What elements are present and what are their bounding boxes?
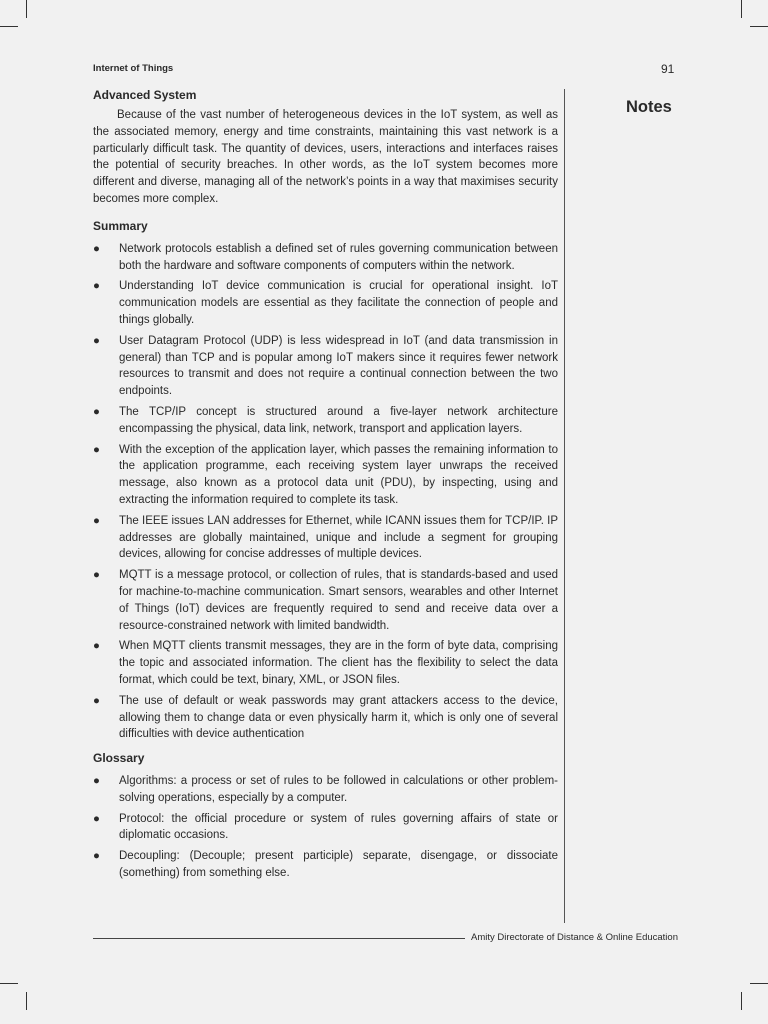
bullet-icon: ● bbox=[93, 514, 100, 527]
crop-mark bbox=[741, 0, 742, 18]
glossary-item bbox=[93, 773, 558, 807]
summary-item-text: Understanding IoT device communication is crucial for operational insight. IoT communication models are essential as they facilitate the connection of people and things globally. bbox=[119, 280, 558, 326]
glossary-item-text: Protocol: the official procedure or system of rules governing affairs of state or diplomatic occasions. bbox=[119, 812, 558, 842]
summary-item-text: User Datagram Protocol (UDP) is less widespread in IoT (and data transmission in general) than TCP and is popular among IoT makers since it requires fewer network resources to transmit and does not require a continual connection between the two endpoints. bbox=[119, 334, 558, 398]
glossary-list bbox=[93, 773, 558, 882]
summary-item-text: With the exception of the application layer, which passes the remaining information to the application programme, each receiving system layer unwraps the received message, also known as a protocol data unit (PDU), by inspecting, using and extracting the information required to complete its task. bbox=[119, 443, 558, 506]
page-content bbox=[93, 87, 558, 886]
section-heading-glossary: Glossary bbox=[93, 751, 145, 766]
crop-mark bbox=[0, 26, 18, 27]
crop-mark bbox=[750, 26, 768, 27]
running-head: Internet of Things bbox=[93, 63, 174, 74]
footer-rule bbox=[93, 938, 465, 939]
bullet-icon: ● bbox=[93, 242, 100, 255]
bullet-icon: ● bbox=[93, 694, 100, 707]
bullet-icon: ● bbox=[93, 850, 100, 863]
summary-item bbox=[93, 404, 558, 438]
summary-item-text: The TCP/IP concept is structured around a five-layer network architecture encompassing the physical, data link, network, transport and application layers. bbox=[119, 405, 558, 435]
crop-mark bbox=[26, 0, 27, 18]
summary-list bbox=[93, 241, 558, 743]
glossary-item-text: Decoupling: (Decouple; present participle) separate, disengage, or dissociate (something) from something else. bbox=[119, 850, 558, 880]
margin-divider bbox=[564, 89, 565, 923]
section-heading-summary: Summary bbox=[93, 218, 148, 233]
summary-item bbox=[93, 567, 558, 634]
crop-mark bbox=[26, 992, 27, 1010]
summary-item-text: When MQTT clients transmit messages, they are in the form of byte data, comprising the topic and associated information. The client has the flexibility to select the data format, which could be text, binary, XML, or JSON files. bbox=[119, 640, 558, 686]
bullet-icon: ● bbox=[93, 280, 100, 293]
summary-item bbox=[93, 333, 558, 400]
summary-item bbox=[93, 638, 558, 688]
summary-item-text: The use of default or weak passwords may grant attackers access to the device, allowing them to change data or even physically harm it, which is only one of several difficulties with device authentication bbox=[119, 694, 558, 741]
glossary-item bbox=[93, 848, 558, 882]
summary-item-text: The IEEE issues LAN addresses for Ethernet, while ICANN issues them for TCP/IP. IP addresses are globally maintained, unique and include a segment for grouping devices, allowing for concise addresses of multiple devices. bbox=[119, 514, 558, 561]
bullet-icon: ● bbox=[93, 640, 100, 653]
summary-item bbox=[93, 442, 558, 509]
bullet-icon: ● bbox=[93, 775, 100, 788]
bullet-icon: ● bbox=[93, 812, 100, 825]
section-heading-advanced-system: Advanced System bbox=[93, 88, 197, 102]
summary-item bbox=[93, 513, 558, 563]
bullet-icon: ● bbox=[93, 405, 100, 418]
crop-mark bbox=[741, 992, 742, 1010]
notes-label: Notes bbox=[626, 98, 672, 116]
bullet-icon: ● bbox=[93, 443, 100, 456]
crop-mark bbox=[750, 983, 768, 984]
summary-item bbox=[93, 278, 558, 328]
summary-item bbox=[93, 241, 558, 275]
summary-item-text: Network protocols establish a defined set of rules governing communication between both the hardware and software components of computers within the network. bbox=[119, 242, 558, 272]
summary-item bbox=[93, 693, 558, 743]
summary-item-text: MQTT is a message protocol, or collection of rules, that is standards-based and used for machine-to-machine communication. Smart sensors, wearables and other Internet of Things (IoT) devices are frequently required to send and receive data over a resource-constrained network with limited bandwidth. bbox=[119, 569, 558, 632]
footer-text: Amity Directorate of Distance & Online Education bbox=[471, 932, 678, 943]
advanced-system-paragraph: Because of the vast number of heterogeneous devices in the IoT system, as well as the associated memory, energy and time constraints, maintaining this vast network is a particularly difficult task. The quantity of devices, users, interactions and interfaces raises the potential of security breaches. In other words, as the IoT system becomes more different and diverse, managing all of the network’s points in a way that maximises security becomes more complex. bbox=[93, 109, 558, 205]
glossary-item bbox=[93, 811, 558, 845]
bullet-icon: ● bbox=[93, 334, 100, 347]
glossary-item-text: Algorithms: a process or set of rules to be followed in calculations or other problem-solving operations, especially by a computer. bbox=[119, 775, 558, 804]
page-number: 91 bbox=[661, 62, 675, 76]
bullet-icon: ● bbox=[93, 569, 100, 582]
crop-mark bbox=[0, 983, 18, 984]
